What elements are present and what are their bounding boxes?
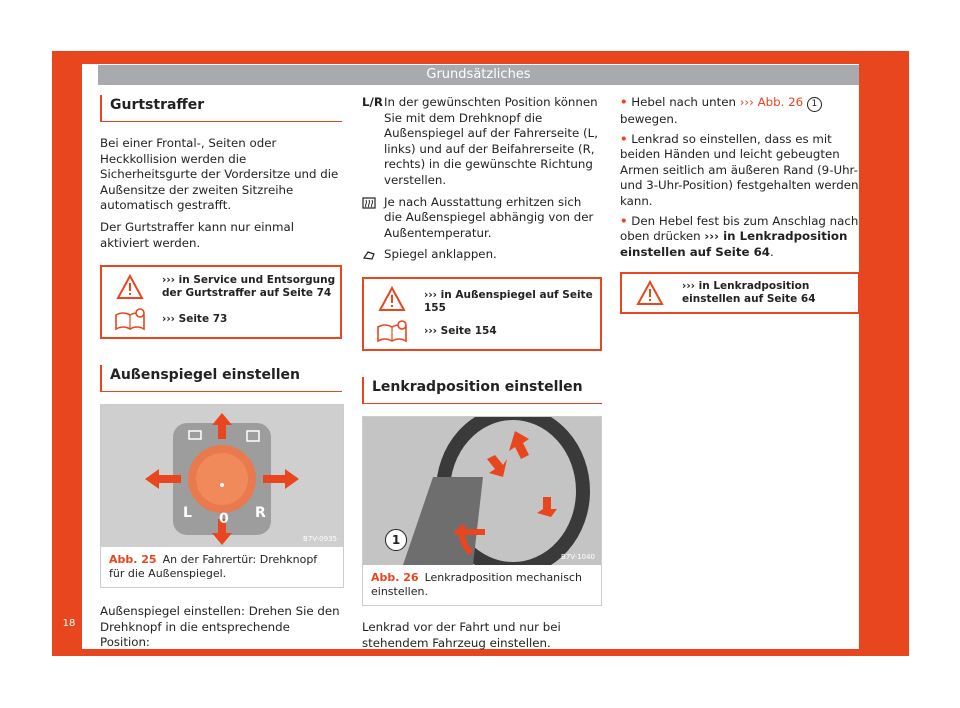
column-3 bbox=[620, 95, 860, 314]
warning-box-lenkrad bbox=[620, 272, 860, 314]
def-text-fold: Spiegel anklappen. bbox=[384, 247, 497, 262]
figure-caption-text: Lenkradposition mechanisch einstellen. bbox=[371, 570, 582, 598]
def-row-heat bbox=[362, 195, 602, 242]
figure-code: B7V-0935 bbox=[303, 535, 337, 544]
figure-caption-text: An der Fahrertür: Drehknopf für die Außenspiegel. bbox=[109, 553, 318, 581]
bullet-icon: • bbox=[620, 95, 628, 109]
step-2 bbox=[620, 132, 860, 210]
warning-box-spiegel bbox=[362, 277, 602, 351]
knob-label-r: R bbox=[255, 505, 266, 522]
spiegel-paragraph-1: Außenspiegel einstellen: Drehen Sie den Drehknopf in die entsprechende Position: bbox=[100, 604, 340, 650]
def-row-fold bbox=[362, 247, 602, 263]
column-2 bbox=[362, 95, 602, 657]
def-text-lr: In der gewünschten Position können Sie mit dem Drehknopf die Außenspiegel auf der Fahrerseite (L, links) und auf der Beifahrerseite (R, rechts) in die gewünschte Richtung verstellen. bbox=[384, 95, 598, 187]
steering-image bbox=[363, 417, 601, 565]
gurt-paragraph-2: Der Gurtstraffer kann nur einmal aktiviert werden. bbox=[100, 219, 294, 250]
step-1 bbox=[620, 95, 860, 128]
def-row-lr bbox=[362, 95, 602, 189]
warning-triangle-icon bbox=[636, 280, 664, 306]
definition-list bbox=[362, 95, 602, 263]
page-header: Grundsätzliches bbox=[98, 65, 859, 85]
step-1-tail: bewegen. bbox=[620, 112, 678, 126]
knob-label-0: 0 bbox=[219, 511, 229, 528]
lenkrad-paragraph-1: Lenkrad vor der Fahrt und nur bei stehendem Fahrzeug einstellen. bbox=[362, 619, 561, 650]
def-text-heat: Je nach Ausstattung erhitzen sich die Außenspiegel abhängig von der Außentemperatur. bbox=[384, 194, 594, 240]
bullet-icon: • bbox=[620, 131, 628, 146]
section-title-lenkrad: Lenkradposition einstellen bbox=[362, 377, 602, 404]
warning-triangle-icon bbox=[116, 274, 144, 300]
step-1-text: Hebel nach unten bbox=[631, 95, 740, 109]
step-3 bbox=[620, 214, 860, 261]
gurt-paragraph-1: Bei einer Frontal-, Seiten oder Heckkollision werden die Sicherheitsgurte der Vordersitze und die Außensitze der zweiten Sitzreihe automatisch gestrafft. bbox=[100, 136, 339, 213]
section-title-aussenspiegel: Außenspiegel einstellen bbox=[100, 365, 342, 392]
figure-link[interactable]: ››› Abb. 26 bbox=[739, 95, 804, 109]
mirror-fold-icon bbox=[362, 249, 376, 261]
callout-1: 1 bbox=[385, 529, 407, 551]
warning-ref-text[interactable]: ››› in Service und Entsorgung der Gurtstraffer auf Seite 74 bbox=[162, 274, 336, 300]
figure-26 bbox=[362, 416, 602, 606]
warning-box-gurt bbox=[100, 265, 342, 339]
bullet-icon: • bbox=[620, 213, 628, 228]
figure-code: B7V-1040 bbox=[561, 552, 595, 561]
warning-ref-text[interactable]: ››› in Lenkradposition einstellen auf Seite 64 bbox=[682, 280, 816, 306]
figure-25 bbox=[100, 404, 344, 588]
warning-triangle-icon bbox=[378, 286, 406, 312]
step-2-text: Lenkrad so einstellen, dass es mit beiden Händen und leicht gebeugten Armen seitlich am äußeren Rand (9-Uhr- und 3-Uhr-Position) festgehalten werden kann. bbox=[620, 131, 859, 208]
section-title-gurtstraffer: Gurtstraffer bbox=[100, 95, 342, 122]
knob-label-l: L bbox=[183, 505, 192, 522]
book-wrench-icon bbox=[376, 319, 410, 345]
step-3-tail: . bbox=[770, 244, 774, 259]
figure-number: Abb. 26 bbox=[371, 570, 419, 584]
def-key-lr: L/R bbox=[362, 95, 383, 109]
page-number: 18 bbox=[62, 618, 76, 629]
figure-caption bbox=[363, 565, 601, 605]
column-1 bbox=[100, 95, 342, 657]
figure-number: Abb. 25 bbox=[109, 553, 157, 567]
callout-ref-1: 1 bbox=[807, 97, 822, 112]
book-wrench-icon bbox=[114, 307, 148, 333]
service-ref-text[interactable]: ››› Seite 73 bbox=[162, 313, 228, 326]
warning-ref-text[interactable]: ››› in Außenspiegel auf Seite 155 bbox=[424, 288, 593, 314]
step-3-link[interactable]: ››› in Lenkradposition einstellen auf Seite 64 bbox=[620, 229, 848, 259]
service-ref-text[interactable]: ››› Seite 154 bbox=[424, 324, 497, 337]
mirror-heat-icon bbox=[362, 197, 376, 209]
step-3-text: Den Hebel fest bis zum Anschlag nach oben drücken bbox=[620, 213, 859, 244]
mirror-knob-image bbox=[101, 405, 343, 547]
figure-caption bbox=[101, 547, 343, 587]
